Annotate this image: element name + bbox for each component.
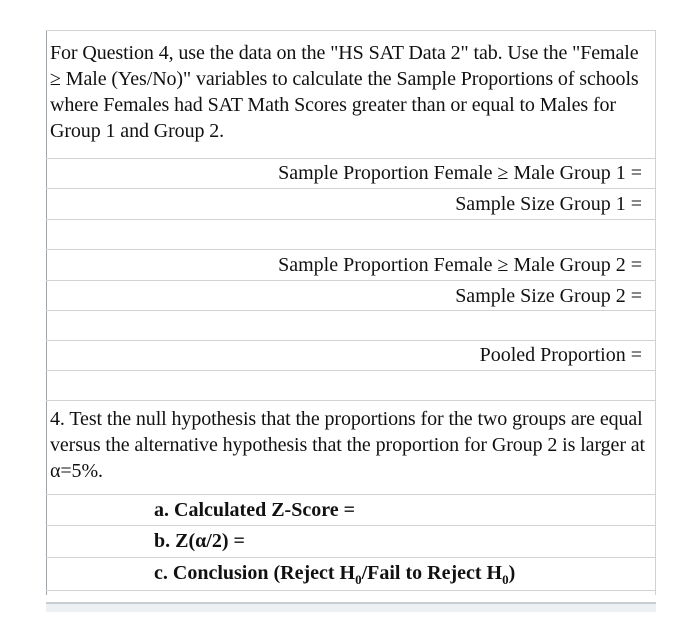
question4-paragraph: 4. Test the null hypothesis that the proportions for the two groups are equal versus the alternative hypothesis that the proportion for Group 2 is larger at α=5%. [50,408,646,482]
row-line [46,219,656,220]
group2-proportion-label: Sample Proportion Female ≥ Male Group 2 = [278,254,642,276]
group2-size-label: Sample Size Group 2 = [455,285,642,307]
row-line [46,525,656,526]
z-score-item: a. Calculated Z-Score = [154,499,356,521]
row-line [46,188,656,189]
row-line [46,310,656,311]
conclusion-item [154,560,515,593]
critical-z-item: b. Z(α/2) = [154,530,245,552]
conclusion-suffix: ) [508,562,516,584]
worksheet [46,30,656,595]
row-line [46,400,656,401]
row-line [46,340,656,341]
row-line [46,494,656,495]
left-border [46,30,47,595]
row-line [46,370,656,371]
row-line [46,158,656,159]
h0-subscript: 0 [502,572,509,587]
pooled-proportion-label: Pooled Proportion = [479,344,642,366]
group1-size-label: Sample Size Group 1 = [455,193,642,215]
row-line [46,557,656,558]
h0-subscript: 0 [355,572,362,587]
row-line [46,30,656,31]
row-line [46,280,656,281]
next-page-edge [46,602,656,612]
intro-paragraph: For Question 4, use the data on the "HS SAT Data 2" tab. Use the "Female ≥ Male (Yes/No)" variables to calculate the Sample Proportions of schools where Females had SAT Math Scores greater than or equal to Males for Group 1 and Group 2. [50,42,639,142]
group1-proportion-label: Sample Proportion Female ≥ Male Group 1 = [278,162,642,184]
conclusion-prefix: c. Conclusion (Reject H [154,562,356,584]
conclusion-mid: /Fail to Reject H [361,562,503,584]
row-line [46,249,656,250]
right-border [655,30,656,595]
